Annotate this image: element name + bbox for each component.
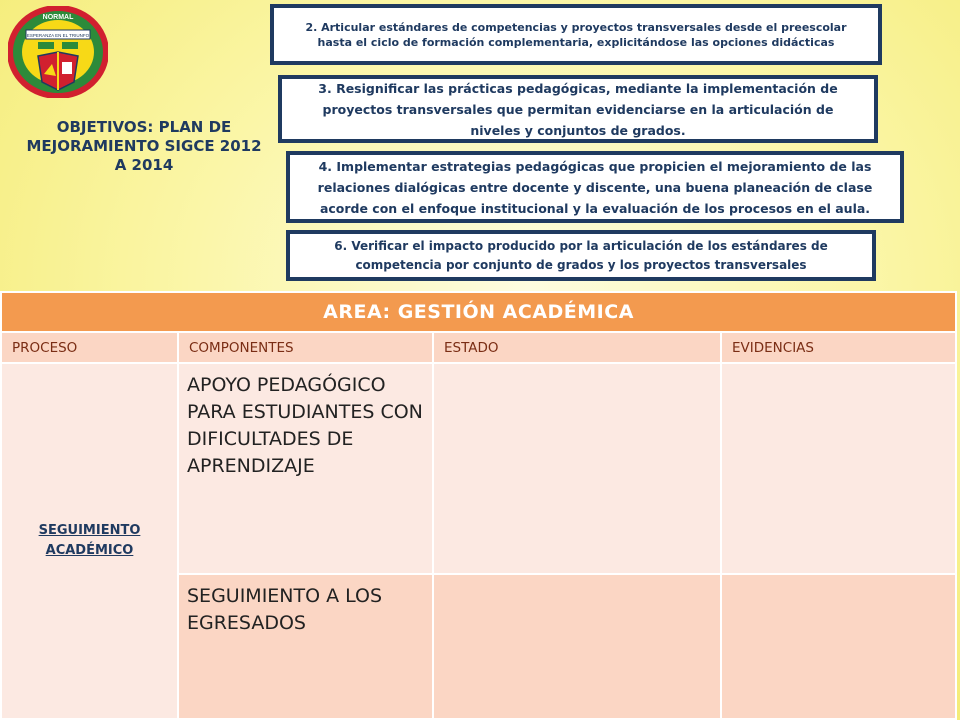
objective-4-text: 4. Implementar estrategias pedagógicas que propicien el mejoramiento de las relaciones dialógicas entre docente y discente, una buena planeación de clase acorde con el enfoque institucional y la evaluación de los procesos en el aula. — [317, 158, 873, 216]
school-crest-logo — [8, 6, 108, 98]
area-header: AREA: GESTIÓN ACADÉMICA — [1, 292, 956, 332]
objective-3-text: 3. Resignificar las prácticas pedagógicas, mediante la implementación de proyectos transversales que permitan evidenciarse en la articulación de niveles y conjuntos de grados. — [318, 80, 838, 138]
componente-cell: SEGUIMIENTO A LOS EGRESADOS — [178, 574, 433, 719]
proceso-cell — [1, 363, 178, 719]
proceso-label: SEGUIMIENTO ACADÉMICO — [38, 523, 141, 558]
objective-3-box — [278, 75, 878, 143]
column-header-estado: ESTADO — [433, 332, 721, 363]
evidencias-cell — [721, 574, 956, 719]
objective-2-box — [270, 4, 882, 65]
column-header-proceso: PROCESO — [1, 332, 178, 363]
componente-cell: APOYO PEDAGÓGICO PARA ESTUDIANTES CON DIFICULTADES DE APRENDIZAJE — [178, 363, 433, 574]
estado-cell — [433, 363, 721, 574]
column-header-evidencias: EVIDENCIAS — [721, 332, 956, 363]
table-row — [1, 363, 956, 574]
svg-text:ESPERANZA EN EL TRIUNFO: ESPERANZA EN EL TRIUNFO — [26, 33, 90, 38]
objective-2-text: 2. Articular estándares de competencias y proyectos transversales desde el preescolar hasta el ciclo de formación complementaria, explicitándose las opciones didácticas — [305, 20, 847, 49]
svg-text:NORMAL: NORMAL — [42, 14, 74, 21]
objective-6-text: 6. Verificar el impacto producido por la articulación de los estándares de competencia por conjunto de grados y los proyectos transversales — [334, 238, 828, 272]
estado-cell — [433, 574, 721, 719]
objective-4-box — [286, 151, 904, 223]
academic-management-table — [0, 291, 955, 720]
evidencias-cell — [721, 363, 956, 574]
column-header-componentes: COMPONENTES — [178, 332, 433, 363]
objectives-title: OBJETIVOS: PLAN DE MEJORAMIENTO SIGCE 2012 A 2014 — [26, 118, 262, 174]
objective-6-box — [286, 230, 876, 281]
